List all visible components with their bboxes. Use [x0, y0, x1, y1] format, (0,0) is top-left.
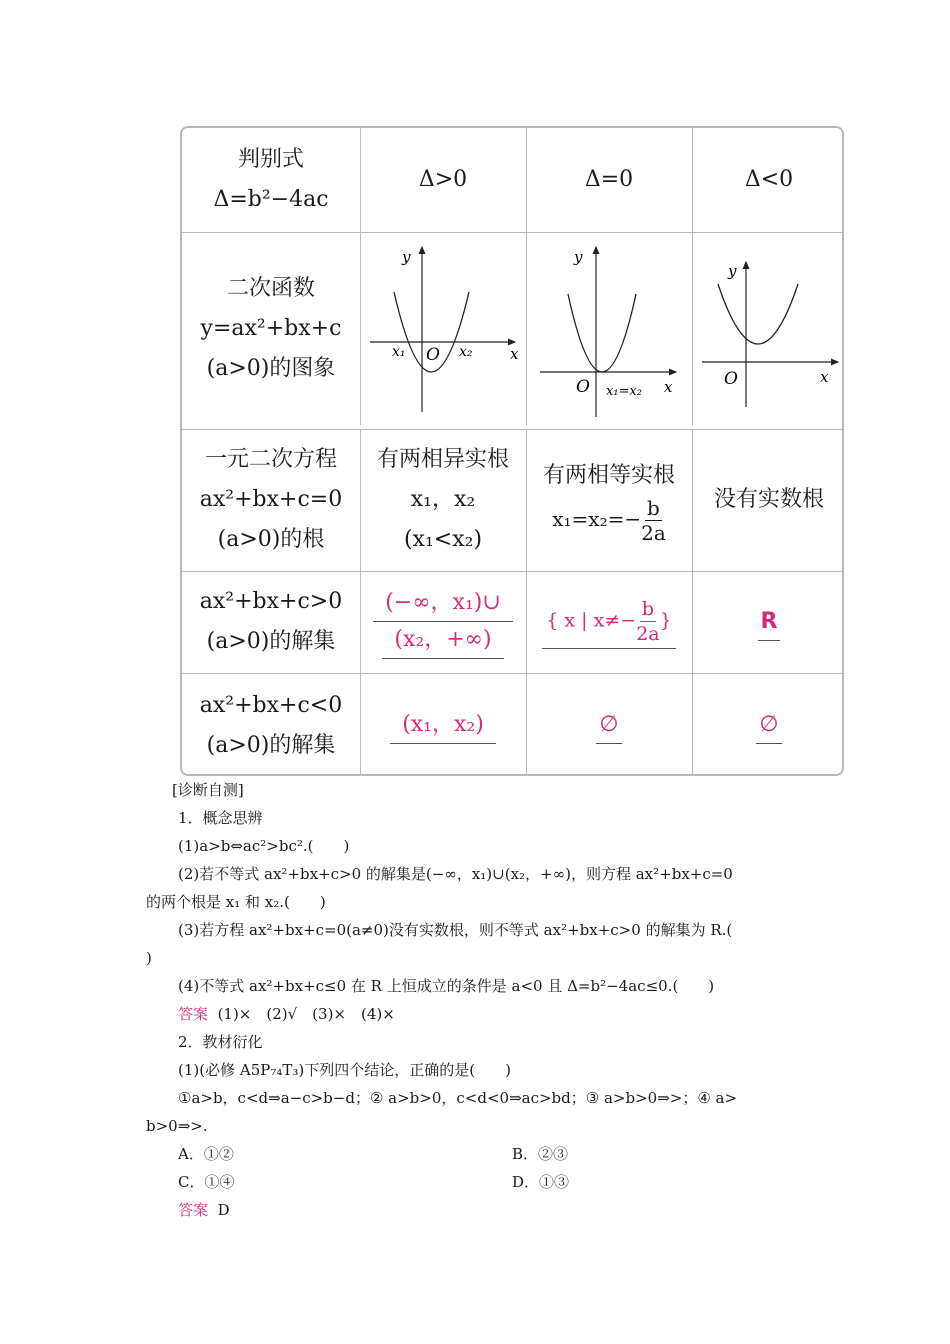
gt-two-roots — [360, 571, 526, 673]
gt-c3-text: R — [758, 604, 781, 641]
gt-no-root — [692, 571, 844, 673]
header-col3-text: Δ<0 — [744, 167, 794, 192]
choice-a: A．①② — [178, 1145, 234, 1163]
fraction-numerator: b — [647, 495, 660, 520]
gt-c1-line1: (−∞，x₁)∪ — [373, 585, 513, 622]
lt-label-line2: (a>0)的解集 — [206, 732, 336, 758]
lt-no-root — [692, 673, 844, 776]
graph-no-root — [692, 232, 844, 425]
header-col2-text: Δ=0 — [584, 167, 634, 192]
fraction-numerator: b — [641, 598, 654, 620]
gt-one-root — [526, 571, 692, 673]
double-root-label: x₁=x₂ — [606, 384, 642, 399]
choice-c: C．①④ — [178, 1173, 235, 1191]
roots-c1-line2: x₁，x₂ — [410, 487, 476, 512]
header-col1-text: Δ>0 — [418, 167, 468, 192]
origin-label: O — [576, 377, 590, 397]
roots-two-equal — [526, 429, 692, 571]
y-label: y — [402, 248, 411, 266]
q1-answer — [178, 1000, 838, 1028]
roots-c2-formula — [552, 496, 666, 545]
lt-c2-text: ∅ — [596, 707, 621, 744]
lt-row-label — [182, 673, 360, 776]
roots-label-line3: (a>0)的根 — [217, 527, 325, 552]
header-col-zero — [526, 128, 692, 232]
fraction — [636, 597, 659, 646]
q1-item1: (1)a>b⇔ac²>bc².( ) — [178, 837, 350, 855]
y-label: y — [728, 262, 737, 280]
gt-c2-prefix: { x | x≠− — [546, 609, 637, 632]
gt-label-line1: ax²+bx+c>0 — [199, 589, 343, 614]
gt-c2-set — [542, 595, 675, 649]
roots-c2-line1: 有两相等实根 — [542, 462, 675, 488]
lt-label-line1: ax²+bx+c<0 — [199, 692, 343, 718]
x-label: x — [820, 368, 829, 386]
header-label-line1: 判别式 — [237, 147, 304, 172]
x-label: x — [510, 345, 519, 363]
q2-item1: (1)(必修 A5P₇₄T₃)下列四个结论，正确的是( ) — [178, 1061, 511, 1079]
answer-text: D — [217, 1201, 230, 1219]
graph-label-line1: 二次函数 — [226, 275, 315, 301]
fraction — [641, 496, 666, 545]
choice-d: D．①③ — [512, 1173, 570, 1191]
gt-label-line2: (a>0)的解集 — [206, 629, 336, 654]
roots-none — [692, 429, 844, 571]
q1-title: 1．概念思辨 — [178, 809, 263, 827]
x-label: x — [664, 378, 673, 396]
q2-options-line1: ①a>b，c<d⇒a−c>b−d；② a>b>0，c<d<0⇒ac>bd；③ a>b>0⇒>；④ a> — [178, 1089, 738, 1107]
fraction-denominator: 2a — [641, 520, 666, 545]
q2-options-line2: b>0⇒>. — [146, 1117, 208, 1135]
answer-text: (1)× (2)√ (3)× (4)× — [217, 1005, 395, 1023]
choice-b: B．②③ — [512, 1145, 569, 1163]
gt-c2-suffix: } — [659, 609, 672, 632]
roots-c3-text: 没有实数根 — [713, 487, 824, 512]
roots-c1-line3: (x₁<x₂) — [403, 527, 483, 552]
x1-label: x₁ — [392, 344, 406, 360]
q2-answer — [178, 1196, 838, 1224]
roots-label-line2: ax²+bx+c=0 — [199, 487, 343, 512]
answer-label: 答案 — [178, 1005, 209, 1023]
gt-c1-line2: (x₂，+∞) — [382, 622, 503, 659]
header-col-negative — [692, 128, 844, 232]
parabola — [568, 294, 636, 372]
x2-label: x₂ — [459, 344, 473, 360]
roots-c1-line1: 有两相异实根 — [376, 447, 509, 472]
graph-one-root — [526, 232, 692, 425]
lt-c3-text: ∅ — [756, 707, 781, 744]
graph-two-roots — [360, 232, 526, 425]
discriminant-table — [180, 126, 844, 776]
section-title: [诊断自测] — [172, 781, 244, 799]
gt-row-label — [182, 571, 360, 673]
fraction-denominator: 2a — [636, 623, 660, 645]
y-label: y — [574, 248, 583, 266]
lt-two-roots — [360, 673, 526, 776]
q1-item4: (4)不等式 ax²+bx+c≤0 在 R 上恒成立的条件是 a<0 且 Δ=b²−4ac≤0.( ) — [178, 977, 715, 995]
origin-label: O — [724, 369, 738, 389]
q1-item3-line1: (3)若方程 ax²+bx+c=0(a≠0)没有实数根，则不等式 ax²+bx+c>0 的解集为 R.( — [178, 921, 733, 939]
header-col-positive — [360, 128, 526, 232]
graph-label-line3: (a>0)的图象 — [206, 355, 336, 381]
roots-row-label — [182, 429, 360, 571]
roots-two-distinct — [360, 429, 526, 571]
origin-label: O — [426, 345, 440, 365]
header-label-line2: Δ=b²−4ac — [213, 187, 329, 212]
q1-item3-line2: ) — [146, 949, 152, 967]
roots-label-line1: 一元二次方程 — [204, 447, 337, 472]
q1-item2-line1: (2)若不等式 ax²+bx+c>0 的解集是(−∞，x₁)∪(x₂，+∞)，则方程 ax²+bx+c=0 — [178, 865, 733, 883]
q2-title: 2．教材衍化 — [178, 1033, 263, 1051]
parabola — [718, 284, 798, 344]
roots-c2-prefix: x₁=x₂=− — [552, 506, 642, 531]
answer-label: 答案 — [178, 1201, 209, 1219]
lt-c1-text: (x₁，x₂) — [390, 707, 496, 744]
graph-label-line2: y=ax²+bx+c — [200, 315, 342, 341]
q1-item2-line2: 的两个根是 x₁ 和 x₂.( ) — [146, 893, 326, 911]
lt-one-root — [526, 673, 692, 776]
graph-row-label — [182, 232, 360, 425]
header-label — [182, 128, 360, 232]
